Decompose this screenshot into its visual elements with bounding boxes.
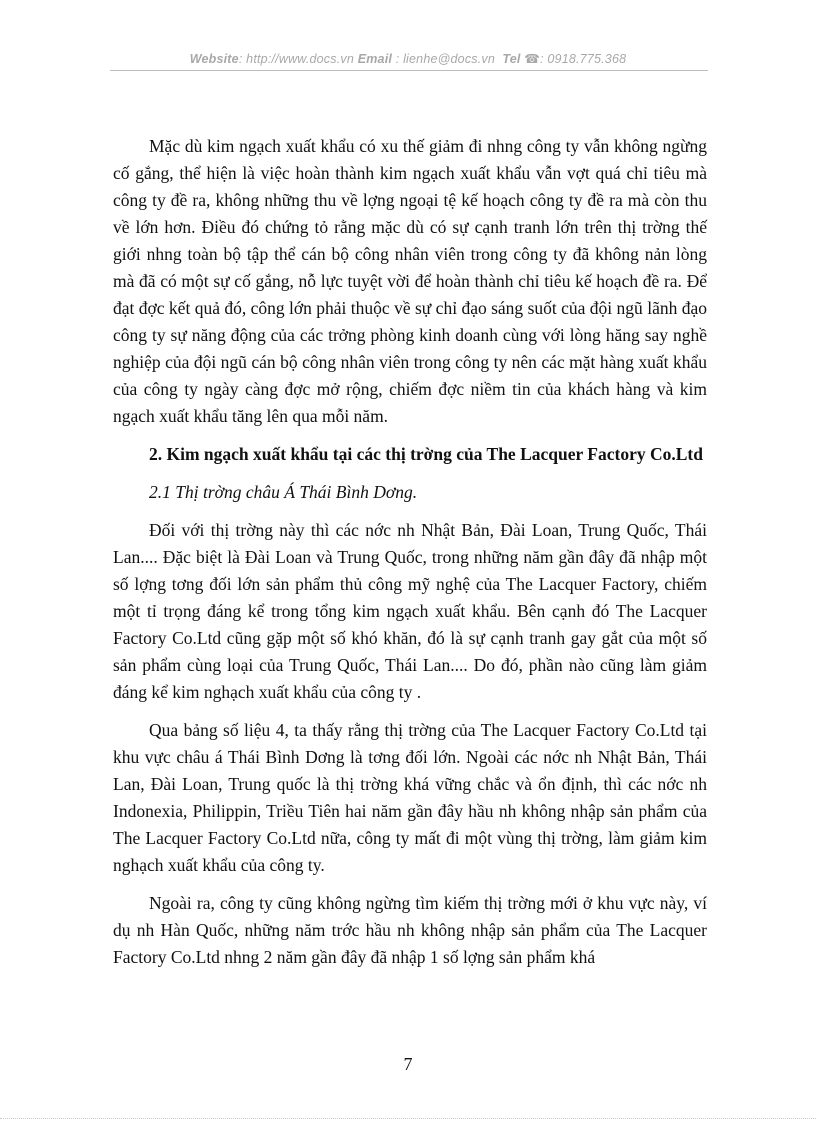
header-divider [110, 70, 708, 71]
page-body [113, 133, 707, 982]
tel-label: Tel [502, 52, 521, 66]
footer-divider [0, 1118, 816, 1119]
body-paragraph: Ngoài ra, công ty cũng không ngừng tìm kiếm thị trờng mới ở khu vực này, ví dụ nh Hàn Quốc, những năm trớc hầu nh không nhập sản phẩm của The Lacquer Factory Co.Ltd nhng 2 năm gần đây đã nhập 1 số lợng sản phẩm khá [113, 893, 707, 967]
email-label: Email [357, 52, 393, 66]
email-value: : lienhe@docs.vn [395, 52, 496, 66]
phone-icon: ☎ [524, 52, 541, 66]
section-heading: 2. Kim ngạch xuất khẩu tại các thị trờng của The Lacquer Factory Co.Ltd [149, 444, 703, 464]
body-paragraph: Mặc dù kim ngạch xuất khẩu có xu thế giảm đi nhng công ty vẫn không ngừng cố gắng, thể hiện là việc hoàn thành kim ngạch xuất khẩu vẫn vợt quá chỉ tiêu mà công ty đề ra, không những thu về lợng ngoại tệ kế hoạch công ty đề ra mà còn thu về lớn hơn. Điều đó chứng tỏ rằng mặc dù có sự cạnh tranh lớn trên thị trờng thế giới nhng toàn bộ tập thể cán bộ công nhân viên trong công ty đã không nản lòng mà đã có một sự cố gắng, nỗ lực tuyệt vời để hoàn thành chỉ tiêu kế hoạch đề ra. Để đạt đợc kết quả đó, công lớn phải thuộc về sự chỉ đạo sáng suốt của đội ngũ lãnh đạo công ty sự năng động của các trởng phòng kinh doanh cùng với lòng hăng say nghề nghiệp của đội ngũ cán bộ công nhân viên trong công ty nên các mặt hàng xuất khẩu của công ty ngày càng đợc mở rộng, chiếm đợc niềm tin của khách hàng và kim ngạch xuất khẩu tăng lên qua mỗi năm. [113, 136, 707, 426]
subsection-heading: 2.1 Thị trờng châu Á Thái Bình Dơng. [149, 482, 418, 502]
tel-value: : 0918.775.368 [540, 52, 627, 66]
body-paragraph: Qua bảng số liệu 4, ta thấy rằng thị trờng của The Lacquer Factory Co.Ltd tại khu vực châu á Thái Bình Dơng là tơng đối lớn. Ngoài các nớc nh Nhật Bản, Thái Lan, Đài Loan, Trung quốc là thị trờng khá vững chắc và ổn định, thì các nớc nh Indonexia, Philippin, Triều Tiên hai năm gần đây hầu nh không nhập sản phẩm của The Lacquer Factory Co.Ltd nữa, công ty mất đi một vùng thị trờng, làm giảm kim nghạch xuất khẩu của công ty. [113, 720, 707, 875]
website-label: Website [189, 52, 239, 66]
body-paragraph: Đối với thị trờng này thì các nớc nh Nhật Bản, Đài Loan, Trung Quốc, Thái Lan.... Đặc biệt là Đài Loan và Trung Quốc, trong những năm gần đây đã nhập một số lợng tơng đối lớn sản phẩm thủ công mỹ nghệ của The Lacquer Factory, chiếm một tỉ trọng đáng kể trong tổng kim ngạch xuất khẩu. Bên cạnh đó The Lacquer Factory Co.Ltd cũng gặp một số khó khăn, đó là sự cạnh tranh gay gắt của một số sản phẩm cùng loại của Trung Quốc, Thái Lan.... Do đó, phần nào cũng làm giảm đáng kể kim nghạch xuất khẩu của công ty . [113, 520, 707, 702]
page-header [0, 51, 816, 66]
page-number: 7 [403, 1054, 413, 1074]
website-value: : http://www.docs.vn [238, 52, 354, 66]
